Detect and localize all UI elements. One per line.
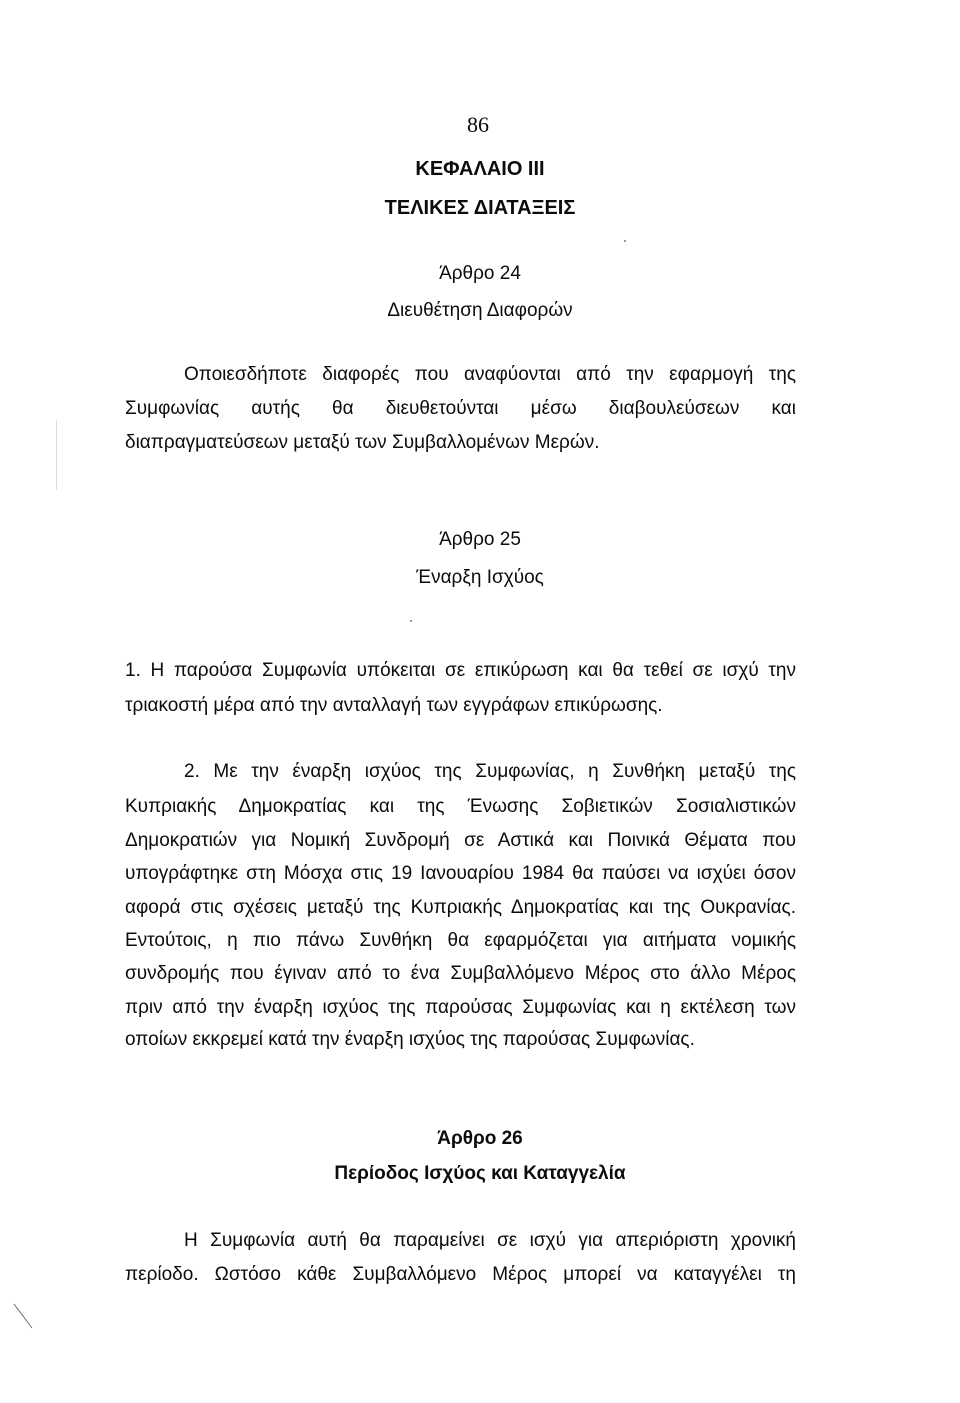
article-24-title: Διευθέτηση Διαφορών <box>387 300 573 321</box>
article-25-para-2-line-9: οποίων εκκρεμεί κατά την έναρξη ισχύος της παρούσας Συμφωνίας. <box>125 1029 695 1050</box>
chapter-title: ΚΕΦΑΛΑΙΟ III <box>415 158 545 180</box>
scan-artifact <box>624 240 626 242</box>
article-25-title: Έναρξη Ισχύος <box>416 567 544 588</box>
article-25-para-1-line-2: τριακοστή μέρα από την ανταλλαγή των εγγράφων επικύρωσης. <box>125 695 663 716</box>
article-24-line-1: Οποιεσδήποτε διαφορές που αναφύονται από την εφαρμογή της <box>184 364 796 385</box>
article-26-title: Περίοδος Ισχύος και Καταγγελία <box>334 1163 626 1184</box>
article-25-para-2-line-8: πριν από την έναρξη ισχύος της παρούσας Συμφωνίας και η εκτέλεση των <box>125 997 796 1018</box>
article-24-number: Άρθρο 24 <box>439 263 521 284</box>
scan-artifact <box>56 420 57 490</box>
scan-artifact <box>12 1302 36 1332</box>
article-26-line-1: Η Συμφωνία αυτή θα παραμείνει σε ισχύ για απεριόριστη χρονική <box>184 1230 796 1251</box>
article-25-para-1-line-1: 1. Η παρούσα Συμφωνία υπόκειται σε επικύρωση και θα τεθεί σε ισχύ την <box>125 660 796 681</box>
article-25-para-2-line-2: Κυπριακής Δημοκρατίας και της Ένωσης Σοβιετικών Σοσιαλιστικών <box>125 796 796 817</box>
article-24-line-3: διαπραγματεύσεων μεταξύ των Συμβαλλομένων Μερών. <box>125 432 600 453</box>
article-26-line-2: περίοδο. Ωστόσο κάθε Συμβαλλόμενο Μέρος μπορεί να καταγγέλει τη <box>125 1264 796 1285</box>
article-25-para-2-line-5: αφορά στις σχέσεις μεταξύ της Κυπριακής Δημοκρατίας και της Ουκρανίας. <box>125 897 796 918</box>
article-26-number: Άρθρο 26 <box>437 1128 523 1149</box>
page-number: 86 <box>467 112 489 137</box>
article-24-line-2: Συμφωνίας αυτής θα διευθετούνται μέσω διαβουλεύσεων και <box>125 398 796 419</box>
article-25-number: Άρθρο 25 <box>439 529 521 550</box>
article-25-para-2-line-7: συνδρομής που έγιναν από το ένα Συμβαλλόμενο Μέρος στο άλλο Μέρος <box>125 963 796 984</box>
scan-artifact <box>410 620 412 622</box>
chapter-subtitle: ΤΕΛΙΚΕΣ ΔΙΑΤΑΞΕΙΣ <box>384 197 576 219</box>
article-25-para-2-line-4: υπογράφτηκε στη Μόσχα στις 19 Ιανουαρίου 1984 θα παύσει να ισχύει όσον <box>125 863 796 884</box>
article-25-para-2-line-6: Εντούτοις, η πιο πάνω Συνθήκη θα εφαρμόζεται για αιτήματα νομικής <box>125 930 796 951</box>
article-25-para-2-line-3: Δημοκρατιών για Νομική Συνδρομή σε Αστικά και Ποινικά Θέματα που <box>125 830 796 851</box>
article-25-para-2-line-1: 2. Με την έναρξη ισχύος της Συμφωνίας, η Συνθήκη μεταξύ της <box>184 761 796 782</box>
